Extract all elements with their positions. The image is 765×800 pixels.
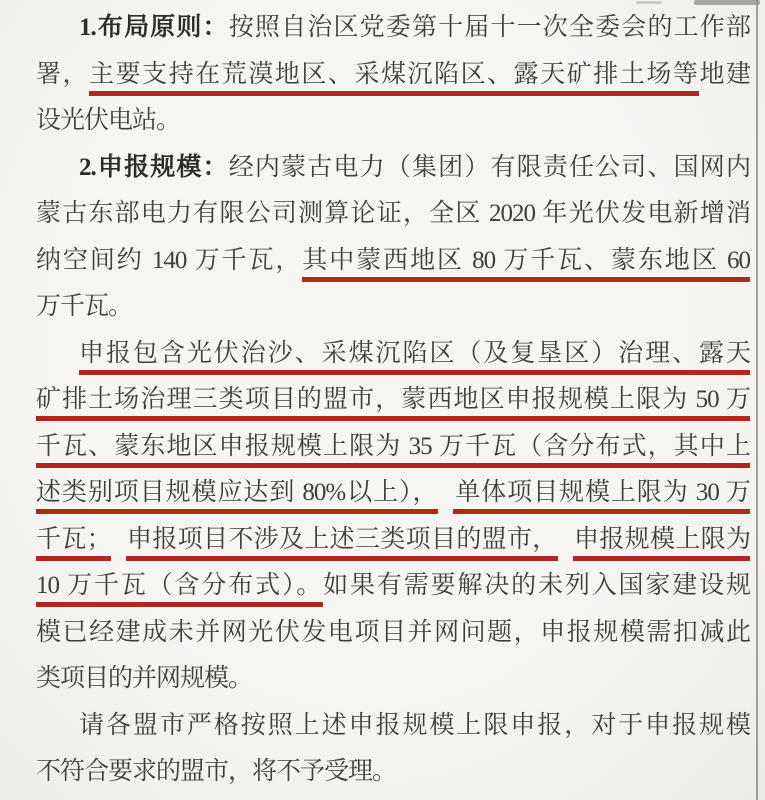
underlined-segment: 述类别项目规模应达到 80%以上），	[36, 479, 438, 514]
text-segment: 万千瓦。	[36, 293, 133, 320]
underlined-segment: 千瓦、蒙东地区申报规模上限为 35 万千瓦（含分布式，其中上	[36, 433, 750, 468]
text-segment: 纳空间约 140 万千瓦，	[36, 246, 303, 274]
text-line	[36, 331, 750, 378]
text-line	[36, 610, 750, 657]
text-line	[36, 563, 750, 610]
text-line	[36, 191, 750, 238]
text-line	[36, 656, 750, 703]
text-segment: 类项目的并网规模。	[36, 665, 253, 692]
text-segment: 模已经建成未并网光伏发电项目并网问题，申报规模需扣减此	[36, 618, 750, 646]
underlined-segment: 千瓦；	[36, 526, 111, 561]
document-text-block	[36, 5, 750, 796]
text-line	[36, 377, 750, 424]
line-layout-principle	[36, 5, 750, 52]
text-line	[36, 424, 750, 471]
text-segment: 地建	[699, 60, 750, 88]
underlined-segment: 10 万千瓦（含分布式）。	[36, 572, 323, 607]
text-segment: 不符合要求的盟市，将不予受理。	[36, 758, 397, 785]
text-segment: 蒙古东部电力有限公司测算论证，全区 2020 年光伏发电新增消	[36, 200, 750, 227]
text-segment: 如果有需要解决的未列入国家建设规	[323, 572, 750, 599]
text-segment: 按照自治区党委第十届十一次全委会的工作部	[228, 14, 750, 41]
text-segment: 署，	[36, 60, 90, 88]
text-line	[36, 238, 750, 285]
line-application-scale	[36, 145, 750, 192]
section-heading: 1.布局原则：	[79, 14, 229, 41]
text-segment: 设光伏电站。	[36, 107, 181, 134]
text-line	[36, 703, 750, 750]
underlined-segment: 申报规模上限为	[573, 526, 750, 561]
text-line	[36, 98, 750, 145]
underlined-segment: 单体项目规模上限为 30 万	[453, 479, 750, 514]
text-segment: 请各盟市严格按照上述申报规模上限申报，对于申报规模	[79, 711, 750, 739]
text-line	[36, 284, 750, 331]
underlined-segment: 申报项目不涉及上述三类项目的盟市，	[126, 526, 558, 561]
text-line	[36, 517, 750, 564]
text-line	[36, 470, 750, 517]
underlined-segment: 主要支持在荒漠地区、采煤沉陷区、露天矿排土场等	[89, 61, 699, 96]
underlined-segment: 申报包含光伏治沙、采煤沉陷区（及复垦区）治理、露天	[79, 340, 750, 375]
text-line	[36, 749, 750, 796]
scan-artifact	[636, 1, 662, 4]
underlined-segment: 其中蒙西地区 80 万千瓦、蒙东地区 60	[302, 247, 750, 282]
text-line	[36, 52, 750, 99]
section-heading: 2.申报规模：	[79, 153, 229, 181]
scan-edge-line	[756, 0, 758, 800]
underlined-segment: 矿排土场治理三类项目的盟市，蒙西地区申报规模上限为 50 万	[36, 386, 750, 421]
text-segment: 经内蒙古电力（集团）有限责任公司、国网内	[228, 153, 750, 181]
